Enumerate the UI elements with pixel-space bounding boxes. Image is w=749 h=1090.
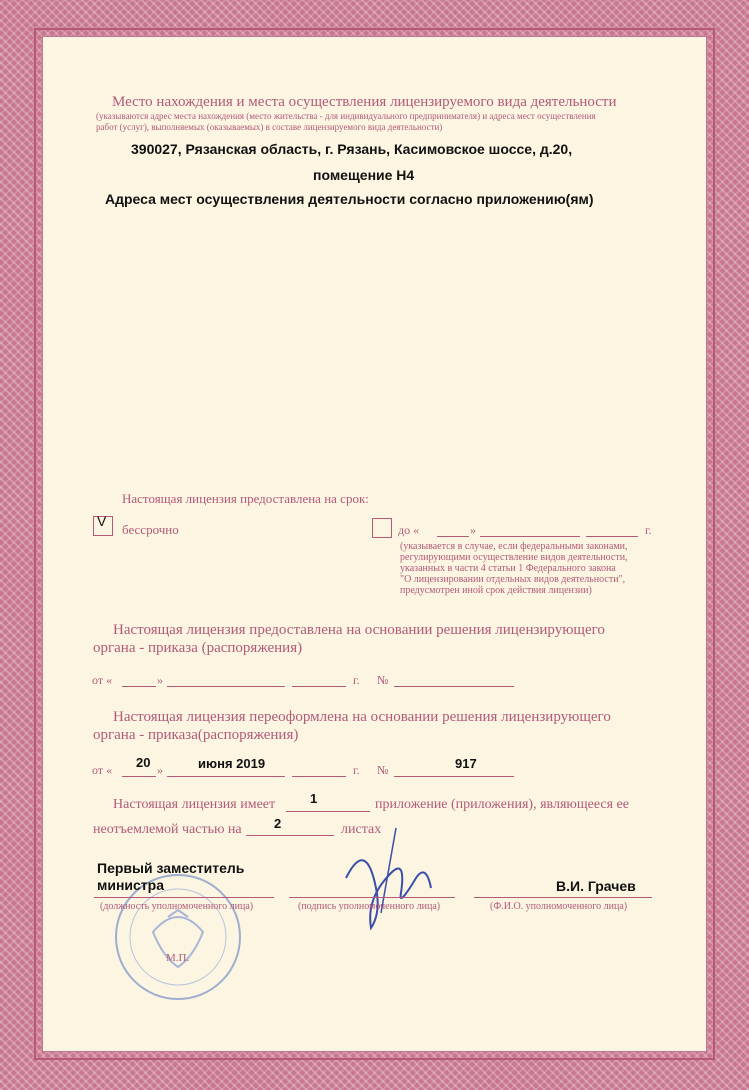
granted-year-suffix: г.	[353, 673, 360, 687]
position-line2: министра	[97, 877, 165, 893]
appendix-text-prefix: Настоящая лицензия имеет	[113, 797, 276, 812]
term-heading: Настоящая лицензия предоставлена на срок:	[122, 491, 369, 506]
until-prefix: до «	[398, 523, 420, 537]
reissued-text-line1: Настоящая лицензия переоформлена на основании решения лицензирующего	[113, 709, 611, 725]
limited-term-checkbox[interactable]	[372, 518, 392, 538]
location-note-line1: (указываются адрес места нахождения (место жительства - для индивидуального предпринимателя) и адреса мест осуществления	[96, 111, 596, 121]
granted-text-line2: органа - приказа (распоряжения)	[93, 640, 303, 656]
reissued-month-line	[167, 776, 285, 777]
granted-number-label: №	[377, 673, 389, 687]
until-suffix: г.	[645, 523, 652, 537]
stamp-place-label: М.П.	[166, 952, 190, 964]
reissued-text-line2: органа - приказа(распоряжения)	[93, 727, 299, 743]
signature-mark	[336, 818, 446, 938]
granted-year-line	[292, 686, 346, 687]
until-note-line2: регулирующими осуществление видов деятельности,	[400, 552, 628, 563]
until-mid: »	[470, 523, 476, 537]
granted-day-line	[122, 686, 156, 687]
appendix-sheets-suffix: листах	[341, 822, 382, 837]
name-caption: (Ф.И.О. уполномоченного лица)	[490, 901, 628, 912]
appendix-text-suffix: приложение (приложения), являющееся ее	[375, 797, 629, 812]
granted-from-mid: »	[157, 673, 163, 687]
position-line1: Первый заместитель	[97, 860, 245, 876]
until-note-line4: "О лицензировании отдельных видов деятельности",	[400, 574, 626, 585]
reissued-from-prefix: от «	[92, 763, 113, 777]
reissued-from-mid: »	[157, 763, 163, 777]
granted-month-line	[167, 686, 285, 687]
reissued-day-line	[122, 776, 156, 777]
location-note-line2: работ (услуг), выполняемых (оказываемых) в составе лицензируемого вида деятельности)	[96, 122, 443, 132]
places-note: Адреса мест осуществления деятельности согласно приложению(ям)	[105, 191, 594, 207]
position-caption: (должность уполномоченного лица)	[100, 901, 254, 912]
address-line1: 390027, Рязанская область, г. Рязань, Касимовское шоссе, д.20,	[131, 141, 573, 157]
signatory-name: В.И. Грачев	[556, 878, 636, 894]
until-note-line1: (указывается в случае, если федеральными законами,	[400, 541, 628, 552]
until-month-line	[480, 536, 580, 537]
unlimited-label: бессрочно	[122, 522, 179, 537]
appendix-sheets-line	[246, 835, 334, 836]
until-note-line3: указанных в части 4 статьи 1 Федерального закона	[400, 563, 616, 574]
granted-text-line1: Настоящая лицензия предоставлена на основании решения лицензирующего	[113, 622, 605, 638]
position-line	[94, 897, 274, 898]
appendix-sheets: 2	[274, 816, 282, 831]
name-line	[474, 897, 652, 898]
reissued-year-suffix: г.	[353, 763, 360, 777]
granted-number-line	[394, 686, 514, 687]
granted-from-prefix: от «	[92, 673, 113, 687]
until-note-line5: предусмотрен иной срок действия лицензии)	[400, 585, 592, 596]
signature-caption: (подпись уполномоченного лица)	[298, 901, 441, 912]
signature-line	[289, 897, 455, 898]
check-mark: V	[97, 513, 107, 529]
appendix-count-line	[286, 811, 370, 812]
address-line2: помещение Н4	[313, 167, 415, 183]
until-day-line	[437, 536, 469, 537]
reissued-number: 917	[455, 756, 477, 771]
until-year-line	[586, 536, 638, 537]
reissued-month-year: июня 2019	[198, 756, 266, 771]
reissued-number-label: №	[377, 763, 389, 777]
reissued-day: 20	[136, 755, 151, 770]
appendix-count: 1	[310, 791, 318, 806]
location-heading: Место нахождения и места осуществления лицензируемого вида деятельности	[112, 94, 617, 110]
appendix-line2-prefix: неотъемлемой частью на	[93, 822, 242, 837]
reissued-year-line	[292, 776, 346, 777]
reissued-number-line	[394, 776, 514, 777]
